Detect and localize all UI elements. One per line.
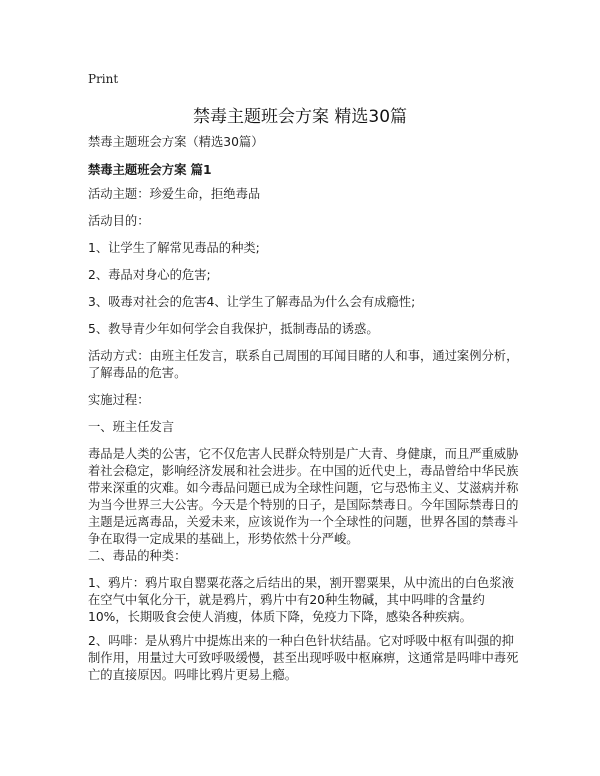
document-subtitle: 禁毒主题班会方案（精选30篇）	[88, 135, 264, 149]
paragraph: 5、教导青少年如何学会自我保护，抵制毒品的诱惑。	[88, 322, 379, 336]
document-title: 禁毒主题班会方案 精选30篇	[192, 107, 408, 127]
paragraph: 二、毒品的种类：	[88, 549, 187, 563]
paragraph: 2、吗啡：是从鸦片中提炼出来的一种白色针状结晶。它对呼吸中枢有叫强的抑制作用，用量过大可致呼吸缓慢，甚至出现呼吸中枢麻痹，这通常是吗啡中毒死亡的直接原因。吗啡比鸦片更易上瘾。	[88, 634, 519, 682]
paragraph: 毒品是人类的公害，它不仅危害人民群众特别是广大青、身健康，而且严重威胁着社会稳定，影响经济发展和社会进步。在中国的近代史上，毒品曾给中华民族带来深重的灾难。如今毒品问题已成为全球性问题，它与恐怖主义、艾滋病并称为当今世界三大公害。今天是个特别的日子，是国际禁毒日。今年国际禁毒日的主题是远离毒品，关爱未来，应该说作为一个全球性的问题，世界各国的禁毒斗争在取得一定成果的基础上，形势依然十分严峻。	[88, 447, 519, 546]
paragraph: 实施过程：	[88, 393, 150, 407]
paragraph: 活动方式：由班主任发言，联系自己周围的耳闻目睹的人和事，通过案例分析，了解毒品的危害。	[88, 349, 519, 380]
paragraph: 1、鸦片：鸦片取自罂粟花落之后结出的果，割开罂粟果，从中流出的白色浆液在空气中氧化分干，就是鸦片，鸦片中有20种生物碱，其中吗啡的含量约10%，长期吸食会使人消瘦，体质下降，免疫力下降，感染各种疾病。	[88, 576, 514, 624]
paragraph: 3、吸毒对社会的危害4、让学生了解毒品为什么会有成瘾性;	[88, 295, 416, 309]
paragraph: 1、让学生了解常见毒品的种类;	[88, 241, 260, 255]
paragraph: 2、毒品对身心的危害;	[88, 268, 211, 282]
paragraph: 一、班主任发言	[88, 420, 175, 434]
paragraph: 活动目的：	[88, 214, 150, 228]
print-label: Print	[88, 72, 119, 86]
section-heading: 禁毒主题班会方案 篇1	[88, 163, 212, 177]
paragraph: 活动主题：珍爱生命，拒绝毒品	[88, 187, 261, 201]
